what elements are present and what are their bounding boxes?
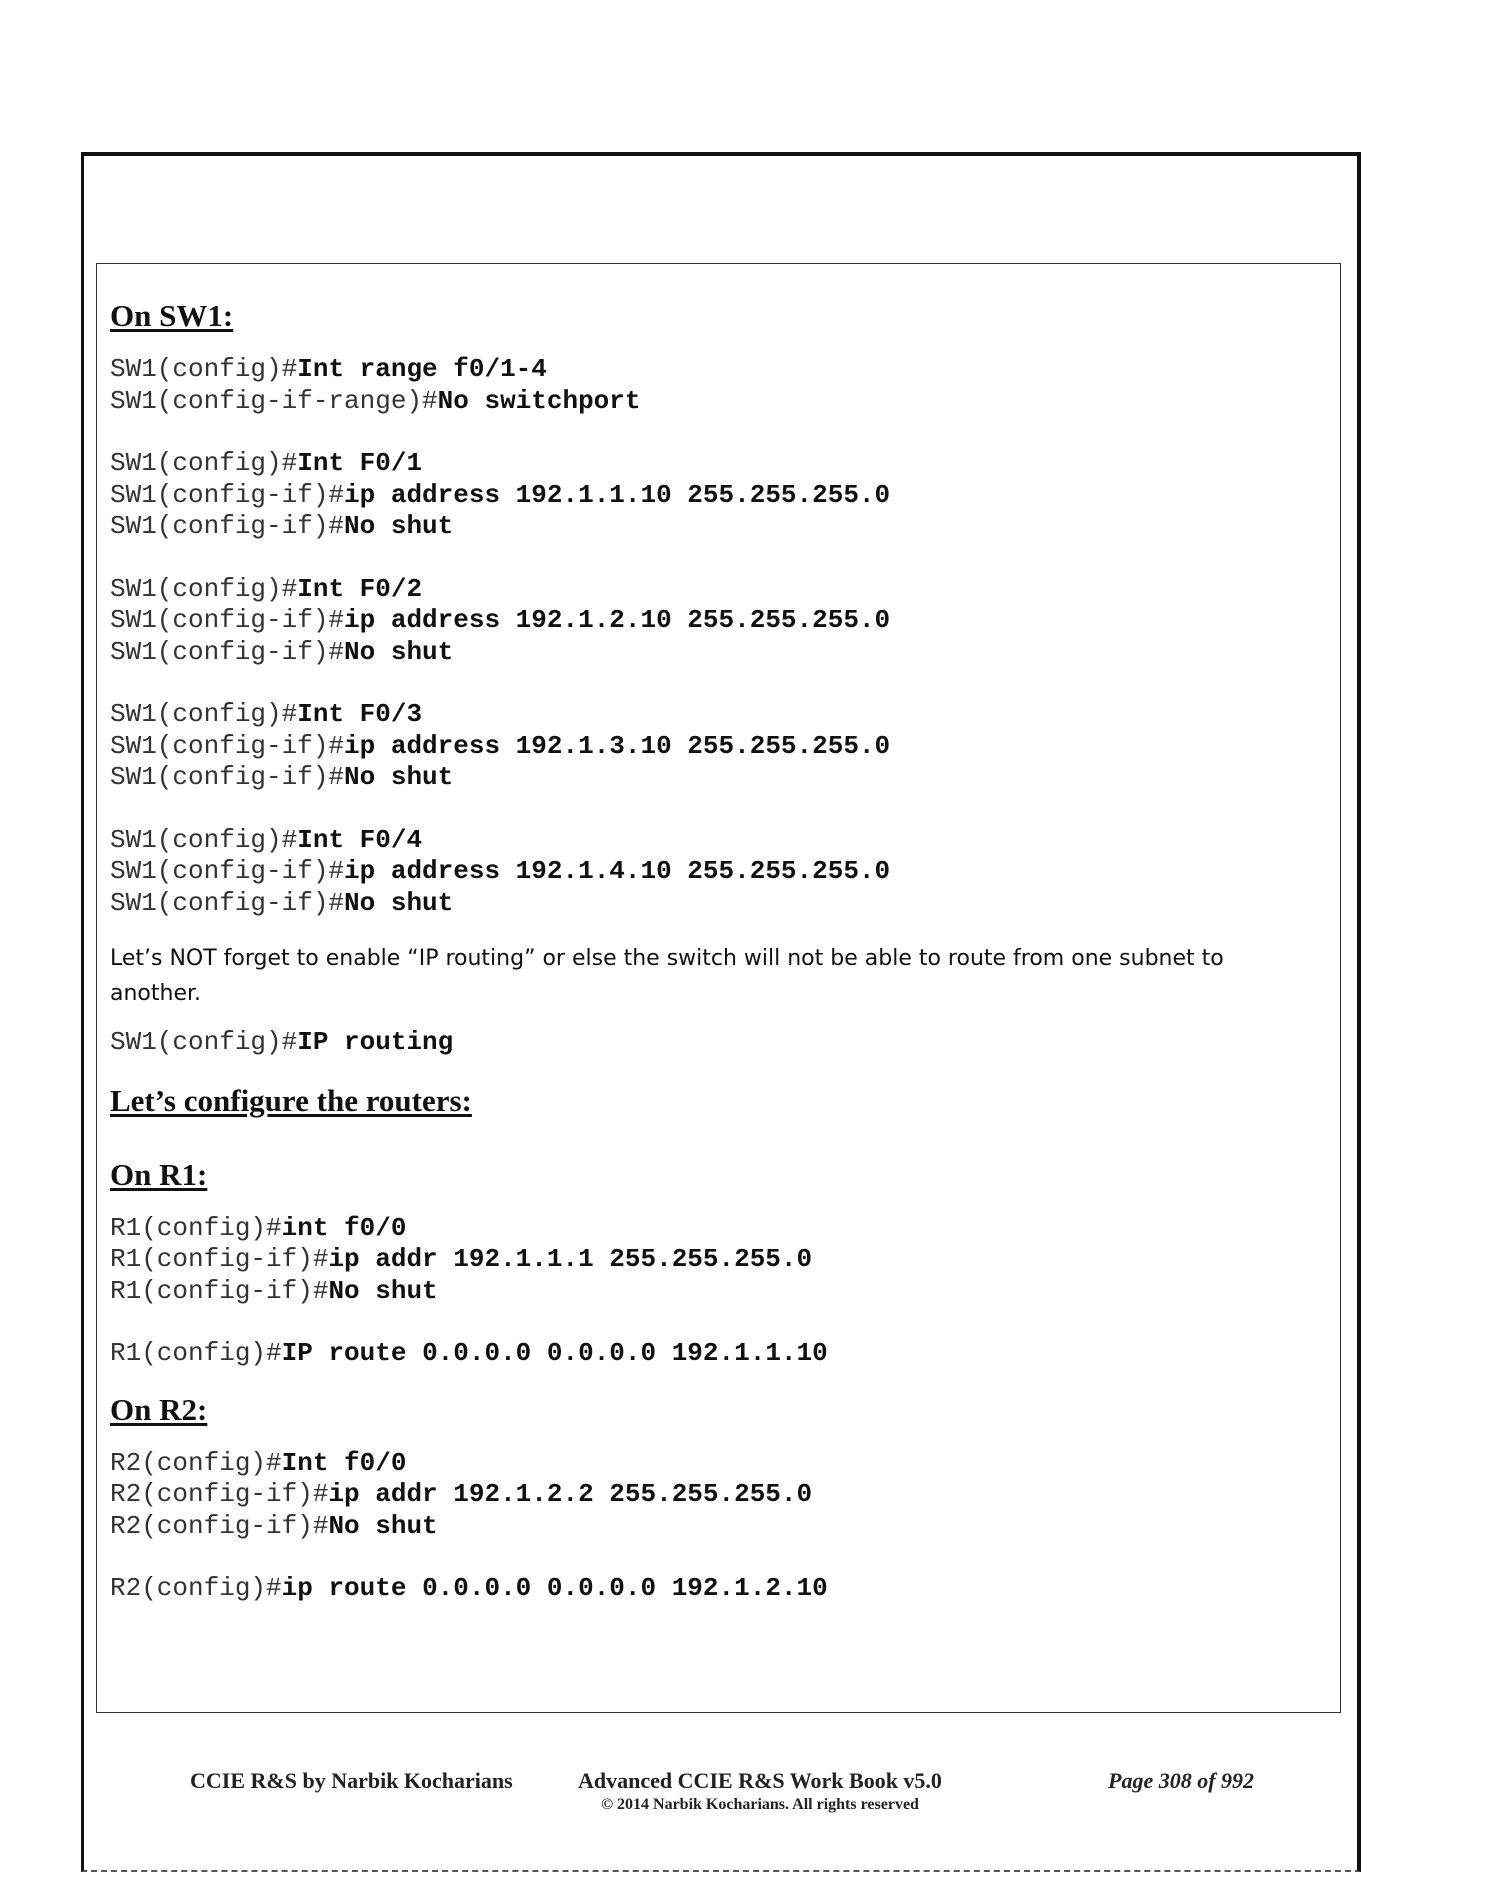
cli-prompt: SW1(config)#: [110, 573, 298, 604]
cli-command: ip address 192.1.1.10 255.255.255.0: [344, 479, 891, 510]
ip-routing-note: Let’s NOT forget to enable “IP routing” or else the switch will not be able to route from one subnet to another.: [110, 946, 1224, 1006]
cli-prompt: R2(config-if)#: [110, 1479, 329, 1509]
cli-prompt: SW1(config-if)#: [110, 605, 345, 635]
command-line: [110, 1573, 1310, 1605]
cli-command: No shut: [328, 1510, 438, 1541]
cli-prompt: SW1(config-if)#: [110, 511, 345, 541]
cli-command: Int F0/1: [297, 448, 423, 478]
r1-heading: On R1:: [110, 1156, 208, 1192]
cli-prompt: SW1(config)#: [110, 354, 298, 384]
command-line: [110, 1511, 1310, 1543]
routers-heading: Let’s configure the routers:: [110, 1082, 472, 1118]
footer-page-number: Page 308 of 992: [1108, 1768, 1255, 1793]
sw1-heading: On SW1:: [110, 298, 234, 333]
cli-command: No shut: [344, 511, 454, 541]
cli-prompt: SW1(config-if)#: [110, 887, 345, 918]
cli-prompt: R1(config-if)#: [110, 1244, 329, 1274]
cli-command: ip route 0.0.0.0 0.0.0.0 192.1.2.10: [281, 1573, 828, 1603]
command-line: [110, 386, 1310, 418]
command-line: [110, 605, 1310, 637]
cli-command: ip addr 192.1.2.2 255.255.255.0: [328, 1479, 813, 1509]
cli-command: ip addr 192.1.1.1 255.255.255.0: [328, 1244, 813, 1274]
command-line: [110, 1213, 1310, 1245]
cli-command: ip address 192.1.3.10 255.255.255.0: [344, 730, 891, 761]
cli-command: No switchport: [437, 385, 641, 416]
command-line: [110, 825, 1310, 857]
cli-prompt: SW1(config-if)#: [110, 730, 345, 761]
command-line: [110, 1244, 1310, 1276]
cli-prompt: SW1(config-if)#: [110, 479, 345, 510]
footer-book-title: Advanced CCIE R&S Work Book v5.0: [578, 1768, 942, 1793]
cli-command: No shut: [344, 636, 454, 667]
cli-command: Int f0/0: [281, 1447, 407, 1478]
cli-command: IP route 0.0.0.0 0.0.0.0 192.1.1.10: [281, 1338, 828, 1368]
cli-command: Int F0/2: [297, 573, 423, 604]
footer-title-block: [570, 1768, 950, 1814]
command-line: [110, 1479, 1310, 1511]
command-line: [110, 637, 1310, 669]
command-line: [110, 1276, 1310, 1308]
cli-command: No shut: [344, 887, 454, 918]
cli-prompt: R2(config)#: [110, 1573, 282, 1603]
cli-prompt: R1(config-if)#: [110, 1275, 329, 1306]
command-line: [110, 856, 1310, 888]
cli-prompt: R2(config-if)#: [110, 1510, 329, 1541]
r2-heading: On R2:: [110, 1391, 208, 1427]
cli-prompt: SW1(config)#: [110, 448, 298, 478]
command-line: [110, 480, 1310, 512]
command-line: [110, 1027, 1310, 1059]
command-line: [110, 888, 1310, 920]
r2-config-area: [110, 1448, 1310, 1605]
cli-prompt: R1(config)#: [110, 1338, 282, 1368]
cli-prompt: SW1(config-if-range)#: [110, 385, 438, 416]
r1-config-area: [110, 1213, 1310, 1370]
document-content: [110, 296, 1310, 1605]
cli-command: ip address 192.1.4.10 255.255.255.0: [344, 856, 891, 886]
cli-command: Int F0/4: [297, 824, 423, 855]
cli-prompt: SW1(config-if)#: [110, 636, 345, 667]
cli-command: No shut: [328, 1275, 438, 1306]
cli-prompt: SW1(config)#: [110, 699, 298, 729]
sw1-config-area: [110, 354, 1310, 919]
command-line: [110, 1448, 1310, 1480]
cli-command: No shut: [344, 762, 454, 792]
cli-command: ip address 192.1.2.10 255.255.255.0: [344, 605, 891, 635]
cli-prompt: SW1(config-if)#: [110, 856, 345, 886]
command-line: [110, 1338, 1310, 1370]
cli-prompt: SW1(config-if)#: [110, 762, 345, 792]
cli-prompt: R1(config)#: [110, 1212, 282, 1243]
command-line: [110, 354, 1310, 386]
cli-prompt: SW1(config)#: [110, 824, 298, 855]
cli-command: int f0/0: [281, 1212, 407, 1243]
cli-command: IP routing: [297, 1027, 454, 1057]
footer-copyright: © 2014 Narbik Kocharians. All rights reserved: [601, 1796, 919, 1813]
command-line: [110, 699, 1310, 731]
command-line: [110, 731, 1310, 763]
command-line: [110, 762, 1310, 794]
cli-prompt: SW1(config)#: [110, 1027, 298, 1057]
footer-author: CCIE R&S by Narbik Kocharians: [190, 1768, 513, 1793]
command-line: [110, 511, 1310, 543]
command-line: [110, 448, 1310, 480]
command-line: [110, 574, 1310, 606]
cli-prompt: R2(config)#: [110, 1447, 282, 1478]
cli-command: Int F0/3: [297, 699, 423, 729]
cli-command: Int range f0/1-4: [297, 354, 547, 384]
